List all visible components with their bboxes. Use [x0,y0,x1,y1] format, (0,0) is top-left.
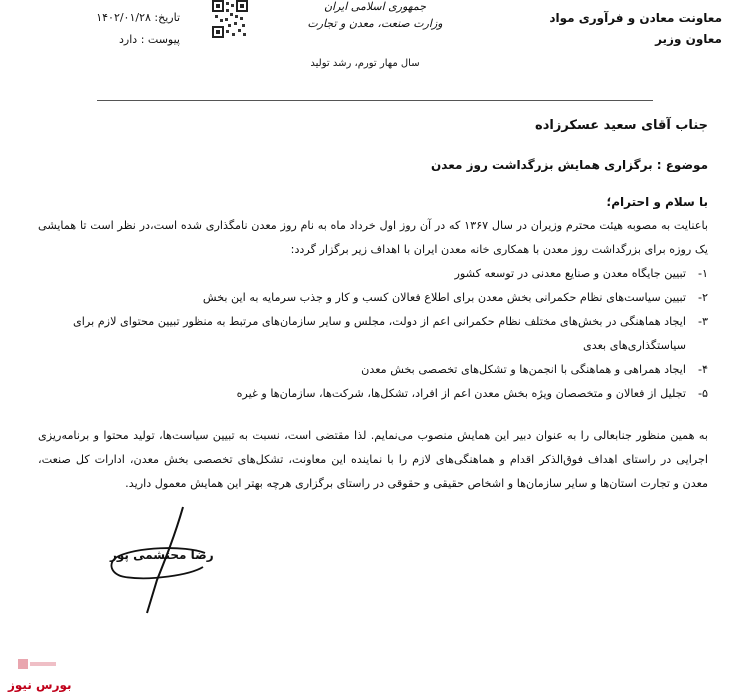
list-item [38,310,708,358]
list-item [38,358,708,382]
attachment-value: دارد [119,33,138,46]
emblem-country: جمهوری اسلامی ایران [323,0,427,13]
list-item [38,262,708,286]
department-name: معاونت معادن و فرآوری مواد [549,11,722,25]
news-logo-icon [18,657,58,671]
item-text: تبیین جایگاه معدن و صنایع معدنی در توسعه کشور [454,267,686,280]
item-number: ۲- [697,291,708,304]
greeting: با سلام و احترام؛ [606,195,708,209]
deputy-title: معاون وزیر [655,32,722,46]
year-slogan: سال مهار تورم، رشد تولید [310,58,420,69]
item-number: ۳- [697,315,708,328]
emblem-ministry: وزارت صنعت، معدن و تجارت [307,17,443,30]
closing-text: به همین منظور جنابعالی را به عنوان دبیر این همایش منصوب می‌نمایم. لذا مقتضی است، نسبت به تبیین سیاست‌ها، تولید محتوا و برنامه‌ریزی اجرایی در راستای اهداف فوق‌الذکر اقدام و هماهنگی‌های لازم را با نماینده این معاونت، تشکل‌های تخصصی بخش معدن، ادارات کل صنعت، معدن و تجارت استان‌ها و سایر سازمان‌ها و اشخاص حقیقی و حقوقی در راستای برگزاری هرچه بهتر این همایش معمول دارید. [38,429,708,490]
item-number: ۱- [697,267,708,280]
qr-code-icon [212,0,248,38]
subject-line: موضوع : برگزاری همایش بزرگداشت روز معدن [431,158,708,172]
item-text: ایجاد هماهنگی در بخش‌های مختلف نظام حکمرانی اعم از دولت، مجلس و سایر سازمان‌های مرتبط به منظور تبیین محتوای لازم برای سیاستگذاری‌های بعدی [73,315,686,352]
letter-meta [60,0,180,50]
signatory-name: رضا محتشمی پور [110,548,214,562]
attachment-label: پیوست : [140,33,180,46]
intro-text: باعنایت به مصوبه هیئت محترم وزیران در سال ۱۳۶۷ که در آن روز اول خرداد ماه به نام روز معدن نامگذاری شده است،در نظر است تا همایشی یک روزه برای بزرگداشت روز معدن با همکاری خانه معدن ایران با اهداف زیر برگزار گردد: [38,219,708,256]
item-number: ۴- [697,363,708,376]
item-text: ایجاد همراهی و هماهنگی با انجمن‌ها و تشکل‌های تخصصی بخش معدن [361,363,686,376]
header-divider [97,100,653,101]
intro-paragraph [38,214,708,262]
source-watermark: بورس نیوز [8,678,72,692]
list-item [38,382,708,406]
date-value: ۱۴۰۲/۰۱/۲۸ [96,11,151,24]
item-number: ۵- [697,387,708,400]
list-item [38,286,708,310]
closing-paragraph [38,424,708,496]
item-text: تجلیل از فعالان و متخصصان ویژه بخش معدن اعم از افراد، تشکل‌ها، شرکت‌ها، سازمان‌ها و غیره [236,387,686,400]
ministry-emblem [300,0,450,30]
item-text: تبیین سیاست‌های نظام حکمرانی بخش معدن برای اطلاع فعالان کسب و کار و جذب سرمایه به این بخش [202,291,686,304]
date-label: تاریخ: [154,11,180,24]
objectives-list [38,262,708,406]
department-block [522,8,722,50]
addressee: جناب آقای سعید عسکرزاده [535,118,708,133]
